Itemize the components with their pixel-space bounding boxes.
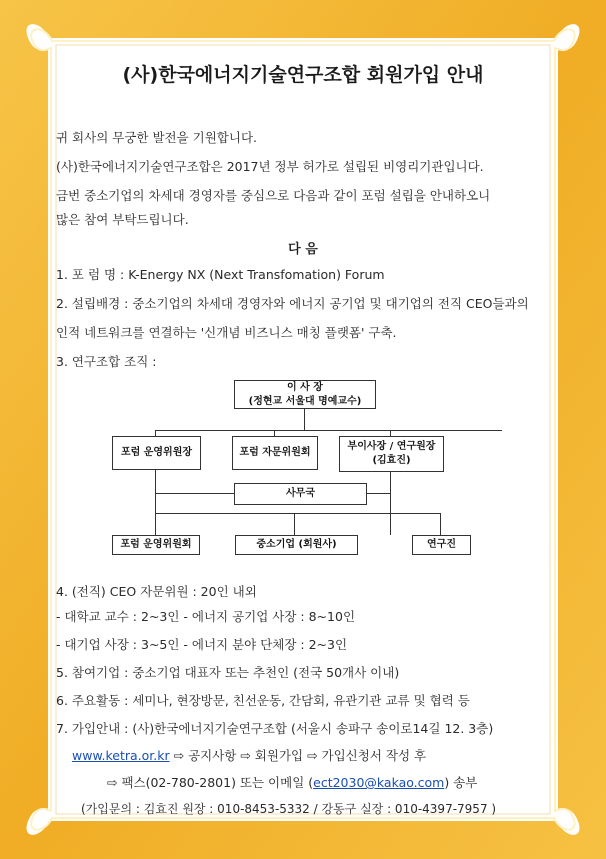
chairman-name: (정현교 서울대 명예교수)	[248, 395, 362, 407]
org-box-member-companies: 중소기업 (회원사)	[235, 535, 358, 555]
connector-left-vertical	[155, 468, 156, 535]
section-heading: 다 음	[288, 242, 318, 257]
connector-bottom-horizontal	[155, 513, 440, 514]
org-box-secretariat: 사무국	[234, 483, 367, 505]
org-box-researchers: 연구진	[412, 535, 471, 555]
connector-right-vertical	[390, 470, 391, 535]
intro-line-2: (사)한국에너지기술연구조합은 2017년 정부 허가로 설립된 비영리기관입니다.	[56, 159, 484, 174]
intro-line-3: 금번 중소기업의 차세대 경영자를 중심으로 다음과 같이 포럼 설립을 안내하오니	[56, 188, 491, 203]
item-join-info: 7. 가입안내 : (사)한국에너지기술연구조합 (서울시 송파구 송이로14길 12. 3층)	[56, 721, 494, 736]
item-activities: 6. 주요활동 : 세미나, 현장방문, 친선운동, 간담회, 유관기관 교류 및 협력 등	[56, 693, 470, 708]
fax-suffix: ) 송부	[444, 775, 478, 790]
connector-researchers-drop	[440, 513, 441, 535]
vice-chair-name: (김효진)	[372, 455, 411, 466]
connector-chairman-down	[304, 407, 305, 430]
intro-line-1: 귀 회사의 무궁한 발전을 기원합니다.	[56, 130, 257, 145]
chairman-title: 이 사 장	[287, 381, 323, 393]
fax-prefix: ⇨ 팩스(02-780-2801) 또는 이메일 (	[107, 775, 314, 790]
org-box-chairman	[234, 380, 376, 409]
intro-line-4: 많은 참여 부탁드립니다.	[56, 212, 189, 227]
connector-top-horizontal	[155, 430, 502, 431]
org-box-forum-advisory: 포럼 자문위원회	[232, 436, 318, 470]
email-link[interactable]: ect2030@kakao.com	[313, 775, 445, 790]
item-participants: 5. 참여기업 : 중소기업 대표자 또는 추천인 (전국 50개사 이내)	[56, 665, 400, 680]
item-background-line-2: 인적 네트워크를 연결하는 '신개념 비즈니스 매칭 플랫폼' 구축.	[56, 325, 397, 340]
org-box-forum-chair: 포럼 운영위원장	[112, 436, 201, 470]
item-advisors-line-1: - 대학교 교수 : 2~3인 - 에너지 공기업 사장 : 8~10인	[56, 609, 356, 624]
contact-line: (가입문의 : 김효진 원장 : 010-8453-5332 / 강동구 실장 : 010-4397-7957 )	[81, 802, 497, 816]
item-ceo-advisors: 4. (전직) CEO 자문위원 : 20인 내외	[56, 584, 257, 599]
item-background-line-1: 2. 설립배경 : 중소기업의 차세대 경영자와 에너지 공기업 및 대기업의 전직 CEO들과의	[56, 296, 529, 311]
org-box-forum-committee: 포럼 운영위원회	[112, 535, 200, 555]
connector-secretariat-right	[365, 493, 391, 494]
page-title: (사)한국에너지기술연구조합 회원가입 안내	[122, 64, 484, 86]
join-steps-line	[72, 746, 426, 764]
join-steps: ⇨ 공지사항 ⇨ 회원가입 ⇨ 가입신청서 작성 후	[169, 748, 427, 763]
item-forum-name: 1. 포 럼 명 : K-Energy NX (Next Transfomation) Forum	[56, 267, 385, 282]
item-org-label: 3. 연구조합 조직 :	[56, 354, 157, 369]
vice-chair-title: 부이사장 / 연구원장	[347, 441, 436, 452]
connector-secretariat-left	[155, 493, 235, 494]
item-advisors-line-2: - 대기업 사장 : 3~5인 - 에너지 분야 단체장 : 2~3인	[56, 637, 348, 652]
fax-email-line	[107, 773, 477, 791]
connector-center-drop	[294, 513, 295, 535]
website-link[interactable]: www.ketra.or.kr	[72, 748, 170, 763]
org-box-vice-chair	[339, 436, 444, 472]
